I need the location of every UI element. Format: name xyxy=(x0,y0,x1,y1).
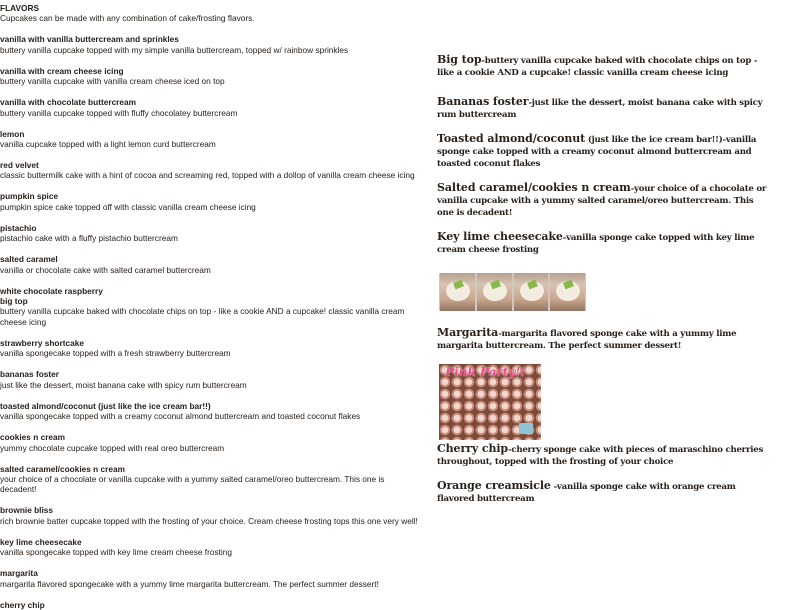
featured-desc: (just like the ice cream bar!!)-vanilla sponge cake topped with a creamy coconut almond buttercream and toasted coconut flakes xyxy=(437,135,757,169)
flavor-item xyxy=(0,505,420,526)
flavor-name: red velvet xyxy=(0,160,39,171)
intro-text: Cupcakes can be made with any combination of cake/frosting flavors. xyxy=(0,13,255,24)
flavor-desc: vanilla cupcake topped with a light lemon curd buttercream xyxy=(0,139,216,150)
flavor-desc: pistachio cake with a fluffy pistachio buttercream xyxy=(0,233,178,244)
featured-name: Toasted almond/coconut xyxy=(437,132,586,145)
flavor-name: pistachio xyxy=(0,222,37,233)
flavor-name: margarita xyxy=(0,568,38,579)
flavor-desc: buttery vanilla cupcake topped with my simple vanilla buttercream, topped w/ rainbow sprinkles xyxy=(0,44,349,55)
featured-name: Margarita xyxy=(437,326,499,339)
flavor-item xyxy=(0,369,420,390)
featured-entry xyxy=(437,182,767,219)
flavor-item xyxy=(0,600,420,610)
flavor-item xyxy=(0,223,420,244)
flavor-name: salted caramel/cookies n cream xyxy=(0,463,125,474)
featured-entry xyxy=(437,54,767,79)
flavor-desc: buttery vanilla cupcake baked with chocolate chips on top - like a cookie AND a cupcake! classic vanilla cream cheese icing xyxy=(0,306,405,327)
flavor-name: big top xyxy=(0,296,28,307)
flavor-item xyxy=(0,286,420,296)
flavor-name: bananas foster xyxy=(0,369,60,380)
flavor-desc: classic buttermilk cake with a hint of cocoa and screaming red, topped with a dollop of vanilla cream cheese icing xyxy=(0,170,415,181)
featured-desc: -just like the dessert, moist banana cake with spicy rum buttercream xyxy=(437,98,763,120)
flavor-desc: margarita flavored spongecake with a yummy lime margarita buttercream. The perfect summer dessert! xyxy=(0,578,379,589)
flavor-name: cookies n cream xyxy=(0,432,66,443)
key-lime-cupcakes-image xyxy=(439,273,586,311)
flavor-name: brownie bliss xyxy=(0,505,54,516)
featured-name: Salted caramel/cookies n cream xyxy=(437,181,631,194)
flavor-item xyxy=(0,129,420,150)
pink-party-cupcakes-image xyxy=(439,364,541,440)
image-banner-text: Pink Party!! xyxy=(445,364,526,379)
featured-flavors-column xyxy=(437,54,767,517)
flavor-desc: vanilla or chocolate cake with salted caramel buttercream xyxy=(0,264,211,275)
featured-desc: -your choice of a chocolate or vanilla cupcake with a yummy salted caramel/oreo buttercream. This one is decadent! xyxy=(437,184,767,218)
flavor-name: strawberry shortcake xyxy=(0,337,84,348)
flavor-name: vanilla with cream cheese icing xyxy=(0,65,124,76)
flavor-item xyxy=(0,432,420,453)
flavor-item xyxy=(0,254,420,275)
flavor-name: vanilla with vanilla buttercream and sprinkles xyxy=(0,34,179,45)
flavor-desc: just like the dessert, moist banana cake with spicy rum buttercream xyxy=(0,379,247,390)
flavor-item xyxy=(0,464,420,495)
featured-entry xyxy=(437,231,767,256)
page-title: FLAVORS xyxy=(0,3,40,13)
featured-desc: -buttery vanilla cupcake baked with chocolate chips on top - like a cookie AND a cupcake! classic vanilla cream cheese icing xyxy=(437,56,758,78)
flavor-desc: vanilla spongecake topped with a creamy coconut almond buttercream and toasted coconut flakes xyxy=(0,411,361,422)
cupcake-shape xyxy=(514,273,549,311)
featured-desc: -vanilla sponge cake with orange cream flavored buttercream xyxy=(437,482,736,504)
flavor-name: vanilla with chocolate buttercream xyxy=(0,97,137,108)
flavor-item xyxy=(0,338,420,359)
featured-entry xyxy=(437,443,767,468)
featured-entry xyxy=(437,480,767,505)
featured-name: Key lime cheesecake xyxy=(437,230,563,243)
flavor-item xyxy=(0,160,420,181)
featured-name: Big top xyxy=(437,53,482,66)
flavor-desc: vanilla spongecake topped with a fresh strawberry buttercream xyxy=(0,348,231,359)
flavor-name: key lime cheesecake xyxy=(0,536,82,547)
flavor-list-column xyxy=(0,3,420,610)
featured-name: Cherry chip xyxy=(437,442,509,455)
flavor-item xyxy=(0,568,420,589)
featured-desc: -vanilla sponge cake topped with key lime cream cheese frosting xyxy=(437,233,755,255)
featured-name: Bananas foster xyxy=(437,95,529,108)
flavor-item xyxy=(0,537,420,558)
flavor-name: toasted almond/coconut (just like the ice cream bar!!) xyxy=(0,400,211,411)
featured-desc: -cherry sponge cake with pieces of maraschino cherries throughout, topped with the frosting of your choice xyxy=(437,445,764,467)
flavor-item xyxy=(0,34,420,55)
flavor-desc: yummy chocolate cupcake topped with real oreo buttercream xyxy=(0,442,225,453)
flavor-name: lemon xyxy=(0,128,25,139)
featured-entry xyxy=(437,133,767,170)
flavor-desc: buttery vanilla cupcake with vanilla cream cheese iced on top xyxy=(0,76,225,87)
flavor-item xyxy=(0,296,420,327)
flavor-name: pumpkin spice xyxy=(0,191,59,202)
flavor-item xyxy=(0,191,420,212)
cupcake-shape xyxy=(477,273,512,311)
flavor-item xyxy=(0,401,420,422)
flavor-name: cherry chip xyxy=(0,599,45,610)
flavor-desc: pumpkin spice cake topped off with classic vanilla cream cheese icing xyxy=(0,201,256,212)
featured-entry xyxy=(437,96,767,121)
flavor-desc: your choice of a chocolate or vanilla cupcake with a yummy salted caramel/oreo buttercream. This one is decadent! xyxy=(0,473,385,495)
flavor-desc: vanilla spongecake topped with key lime cream cheese frosting xyxy=(0,547,232,558)
flavor-desc: rich brownie batter cupcake topped with the frosting of your choice. Cream cheese frosting tops this one very well! xyxy=(0,515,418,526)
featured-name: Orange creamsicle xyxy=(437,479,551,492)
cupcake-shape xyxy=(440,273,475,311)
flavor-item xyxy=(0,66,420,87)
cupcake-shape xyxy=(550,273,585,311)
flavor-desc: buttery vanilla cupcake topped with fluffy chocolatey buttercream xyxy=(0,107,238,118)
featured-entry xyxy=(437,327,767,352)
image-tag-shape xyxy=(519,423,533,434)
flavor-name: white chocolate raspberry xyxy=(0,285,103,296)
flavor-name: salted caramel xyxy=(0,254,58,265)
flavor-item xyxy=(0,97,420,118)
featured-desc: -margarita flavored sponge cake with a yummy lime margarita buttercream. The perfect summer dessert! xyxy=(437,329,737,351)
